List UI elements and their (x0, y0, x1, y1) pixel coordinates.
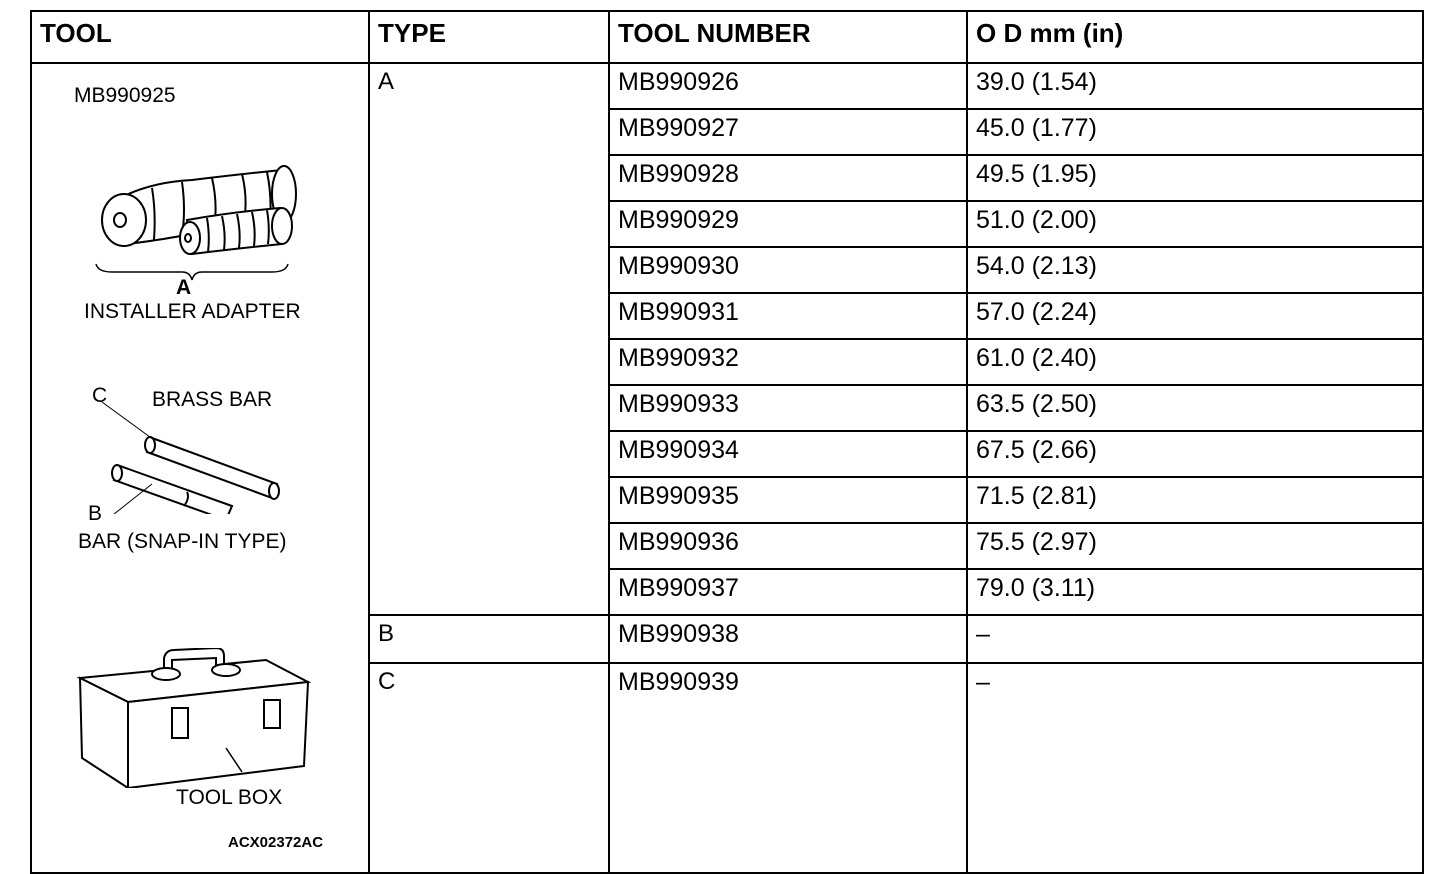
installer-adapter-illustration (92, 152, 302, 262)
outer-diameter: 79.0 (3.11) (967, 569, 1423, 615)
tool-number: MB990930 (609, 247, 967, 293)
outer-diameter: 63.5 (2.50) (967, 385, 1423, 431)
header-row (31, 11, 1423, 63)
tool-part-number: MB990925 (74, 84, 176, 107)
tool-box-label: TOOL BOX (176, 786, 283, 809)
outer-diameter: 39.0 (1.54) (967, 63, 1423, 109)
snap-bar-letter: B (88, 502, 103, 525)
table-row (31, 63, 1423, 109)
header-tool: TOOL (31, 11, 369, 63)
outer-diameter: 57.0 (2.24) (967, 293, 1423, 339)
tool-number: MB990934 (609, 431, 967, 477)
outer-diameter: 75.5 (2.97) (967, 523, 1423, 569)
outer-diameter: 49.5 (1.95) (967, 155, 1423, 201)
tool-illustration-cell (31, 63, 369, 873)
special-tool-table (30, 10, 1424, 874)
tool-number: MB990933 (609, 385, 967, 431)
outer-diameter: – (967, 663, 1423, 873)
outer-diameter: 51.0 (2.00) (967, 201, 1423, 247)
outer-diameter: 61.0 (2.40) (967, 339, 1423, 385)
tool-number: MB990928 (609, 155, 967, 201)
outer-diameter: 54.0 (2.13) (967, 247, 1423, 293)
brass-bar-letter: C (92, 384, 108, 407)
type-cell-a: A (369, 63, 609, 615)
tool-number: MB990939 (609, 663, 967, 873)
tool-number: MB990936 (609, 523, 967, 569)
tool-box-illustration (76, 648, 316, 788)
type-cell-c: C (369, 663, 609, 873)
tool-number: MB990938 (609, 615, 967, 663)
outer-diameter: 45.0 (1.77) (967, 109, 1423, 155)
adapter-brace (92, 260, 292, 284)
tool-number: MB990932 (609, 339, 967, 385)
brass-bar-label: BRASS BAR (152, 388, 273, 411)
tool-number: MB990937 (609, 569, 967, 615)
type-cell-b: B (369, 615, 609, 663)
bars-illustration (92, 394, 302, 514)
header-tool-number: TOOL NUMBER (609, 11, 967, 63)
outer-diameter: 71.5 (2.81) (967, 477, 1423, 523)
adapter-letter: A (176, 276, 192, 299)
header-type: TYPE (369, 11, 609, 63)
figure-code: ACX02372AC (228, 834, 324, 851)
tool-number: MB990929 (609, 201, 967, 247)
snap-bar-label: BAR (SNAP-IN TYPE) (78, 530, 287, 553)
tool-number: MB990927 (609, 109, 967, 155)
outer-diameter: – (967, 615, 1423, 663)
tool-number: MB990935 (609, 477, 967, 523)
tool-number: MB990931 (609, 293, 967, 339)
header-od: O D mm (in) (967, 11, 1423, 63)
tool-number: MB990926 (609, 63, 967, 109)
outer-diameter: 67.5 (2.66) (967, 431, 1423, 477)
adapter-label: INSTALLER ADAPTER (84, 300, 301, 323)
